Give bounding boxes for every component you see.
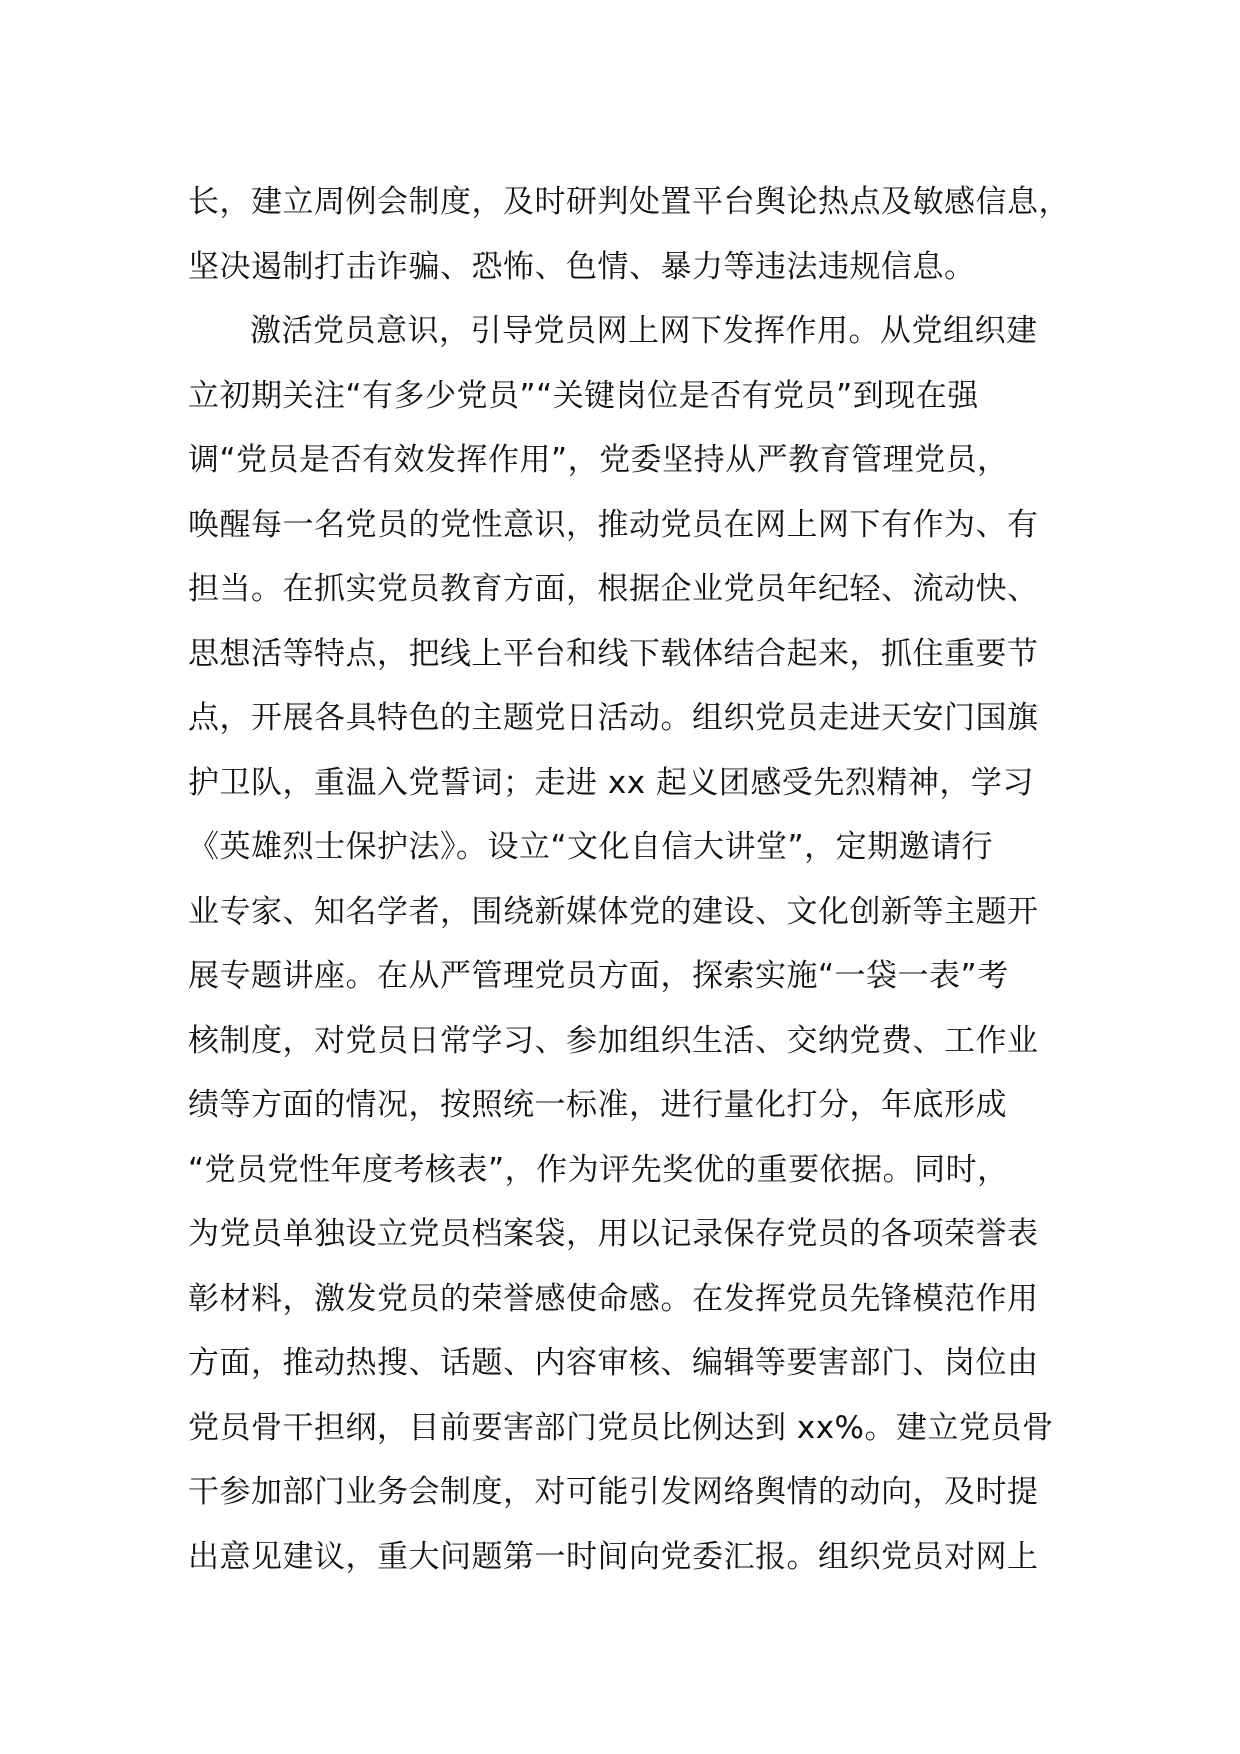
text-line: 点，开展各具特色的主题党日活动。组织党员走进天安门国旗 — [188, 700, 1039, 736]
text-line: 护卫队，重温入党誓词；走进 xx 起义团感受先烈精神，学习 — [188, 764, 1034, 801]
text-line: 思想活等特点，把线上平台和线下载体结合起来，抓住重要节 — [188, 635, 1039, 672]
text-line: 彰材料，激发党员的荣誉感使命感。在发挥党员先锋模范作用 — [188, 1280, 1039, 1317]
body-text — [188, 170, 1088, 1589]
text-line: 担当。在抓实党员教育方面，根据企业党员年纪轻、流动快、 — [188, 571, 1039, 607]
text-line: 坚决遏制打击诈骗、恐怖、色情、暴力等违法违规信息。 — [188, 248, 976, 285]
text-line: “党员党性年度考核表”，作为评先奖优的重要依据。同时， — [188, 1151, 1009, 1188]
text-line: 调“党员是否有效发挥作用”，党委坚持从严教育管理党员， — [188, 442, 1009, 478]
text-line: 核制度，对党员日常学习、参加组织生活、交纳党费、工作业 — [188, 1022, 1039, 1059]
text-line: 方面，推动热搜、话题、内容审核、编辑等要害部门、岗位由 — [188, 1345, 1039, 1381]
text-line: 展专题讲座。在从严管理党员方面，探索实施“一袋一表”考 — [188, 958, 1009, 994]
text-line: 业专家、知名学者，围绕新媒体党的建设、文化创新等主题开 — [188, 893, 1039, 930]
text-line: 长，建立周例会制度，及时研判处置平台舆论热点及敏感信息， — [188, 184, 1070, 220]
text-line: 党员骨干担纲，目前要害部门党员比例达到 xx%。建立党员骨 — [188, 1409, 1054, 1446]
text-line: 出意见建议，重大问题第一时间向党委汇报。组织党员对网上 — [188, 1538, 1039, 1575]
text-line: 干参加部门业务会制度，对可能引发网络舆情的动向，及时提 — [188, 1474, 1039, 1510]
text-line: 为党员单独设立党员档案袋，用以记录保存党员的各项荣誉表 — [188, 1216, 1039, 1252]
text-line: 绩等方面的情况，按照统一标准，进行量化打分，年底形成 — [188, 1087, 1007, 1123]
text-line: 唤醒每一名党员的党性意识，推动党员在网上网下有作为、有 — [188, 506, 1039, 543]
text-line: 立初期关注“有多少党员”“关键岗位是否有党员”到现在强 — [188, 377, 979, 414]
text-line: 《英雄烈士保护法》。设立“文化自信大讲堂”，定期邀请行 — [188, 829, 994, 865]
paragraph-start-line: 激活党员意识，引导党员网上网下发挥作用。从党组织建 — [250, 313, 1038, 349]
